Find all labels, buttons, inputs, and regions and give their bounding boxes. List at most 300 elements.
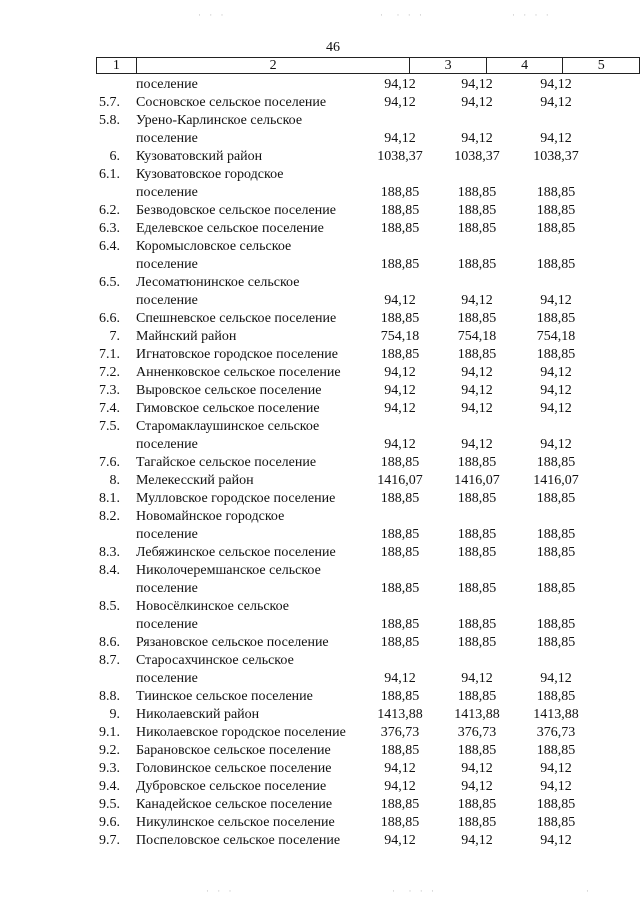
settlement-name-cell xyxy=(130,832,362,850)
amount-value: 188,85 xyxy=(536,617,576,632)
value-cell-col-5 xyxy=(516,328,596,346)
amount-value: 94,12 xyxy=(384,401,416,416)
row-number-cell xyxy=(0,814,130,832)
value-cell-col-4 xyxy=(438,202,516,220)
row-number-cell xyxy=(0,472,130,490)
amount-value: 94,12 xyxy=(461,383,493,398)
table-row xyxy=(0,814,640,832)
amount-value: 94,12 xyxy=(384,77,416,92)
settlement-name-cell xyxy=(130,94,362,112)
value-cell-col-3 xyxy=(362,832,438,850)
settlement-name-cell xyxy=(130,760,362,778)
value-cell-col-4 xyxy=(438,328,516,346)
value-cell-col-5 xyxy=(516,706,596,724)
amount-value: 94,12 xyxy=(461,131,493,146)
value-cell-col-3 xyxy=(362,76,438,94)
table-row xyxy=(0,778,640,796)
amount-value: 94,12 xyxy=(384,671,416,686)
settlement-name-cell xyxy=(130,508,362,544)
value-cell-col-3 xyxy=(362,706,438,724)
amount-value: 94,12 xyxy=(461,761,493,776)
value-cell-col-3 xyxy=(362,508,438,544)
row-number: 8.6. xyxy=(99,635,120,650)
value-cell-col-4 xyxy=(438,778,516,796)
row-number: 8.2. xyxy=(99,509,120,524)
settlement-name-cell xyxy=(130,814,362,832)
amount-value: 188,85 xyxy=(536,815,576,830)
settlement-name-cell xyxy=(130,238,362,274)
value-cell-col-3 xyxy=(362,328,438,346)
amount-value: 376,73 xyxy=(457,725,497,740)
value-cell-col-5 xyxy=(516,490,596,508)
row-number-cell xyxy=(0,778,130,796)
settlement-name-cell xyxy=(130,148,362,166)
amount-value: 94,12 xyxy=(384,833,416,848)
value-cell-col-3 xyxy=(362,760,438,778)
row-number: 9.6. xyxy=(99,815,120,830)
amount-value: 188,85 xyxy=(380,185,420,200)
value-cell-col-5 xyxy=(516,814,596,832)
row-number: 9. xyxy=(109,707,120,722)
row-number: 9.1. xyxy=(99,725,120,740)
table-row xyxy=(0,418,640,454)
settlement-name-line: Барановское сельское поселение xyxy=(136,743,331,758)
amount-value: 188,85 xyxy=(536,635,576,650)
amount-value: 188,85 xyxy=(380,581,420,596)
value-cell-col-3 xyxy=(362,742,438,760)
settlement-name-line: Старомаклаушинское сельское xyxy=(136,419,320,434)
value-cell-col-3 xyxy=(362,94,438,112)
table-row xyxy=(0,310,640,328)
header-col-1: 1 xyxy=(97,58,137,74)
table-row xyxy=(0,202,640,220)
amount-value: 1038,37 xyxy=(454,149,500,164)
settlement-name-line: поселение xyxy=(136,437,198,452)
settlement-name-line: Рязановское сельское поселение xyxy=(136,635,329,650)
value-cell-col-3 xyxy=(362,238,438,274)
amount-value: 1416,07 xyxy=(533,473,579,488)
amount-value: 376,73 xyxy=(536,725,576,740)
row-number-cell xyxy=(0,202,130,220)
amount-value: 188,85 xyxy=(457,455,497,470)
amount-value: 94,12 xyxy=(461,365,493,380)
row-number: 9.4. xyxy=(99,779,120,794)
value-cell-col-5 xyxy=(516,94,596,112)
value-cell-col-4 xyxy=(438,220,516,238)
value-cell-col-3 xyxy=(362,634,438,652)
amount-value: 188,85 xyxy=(536,527,576,542)
settlement-name-cell xyxy=(130,706,362,724)
settlement-name-line: Безводовское сельское поселение xyxy=(136,203,336,218)
amount-value: 188,85 xyxy=(380,689,420,704)
settlement-name-cell xyxy=(130,598,362,634)
row-number-cell xyxy=(0,598,130,634)
amount-value: 1038,37 xyxy=(377,149,423,164)
amount-value: 94,12 xyxy=(540,77,572,92)
table-row xyxy=(0,832,640,850)
amount-value: 94,12 xyxy=(461,833,493,848)
amount-value: 188,85 xyxy=(536,221,576,236)
table-row xyxy=(0,544,640,562)
settlement-name-cell xyxy=(130,310,362,328)
scan-artifact-bottom: · · · xyxy=(206,886,235,896)
settlement-name-line: Никулинское сельское поселение xyxy=(136,815,335,830)
amount-value: 94,12 xyxy=(461,671,493,686)
row-number-cell xyxy=(0,274,130,310)
row-number: 8.8. xyxy=(99,689,120,704)
amount-value: 94,12 xyxy=(461,437,493,452)
value-cell-col-3 xyxy=(362,778,438,796)
value-cell-col-4 xyxy=(438,400,516,418)
value-cell-col-3 xyxy=(362,202,438,220)
settlement-name-cell xyxy=(130,634,362,652)
amount-value: 94,12 xyxy=(384,95,416,110)
settlement-name-line: Сосновское сельское поселение xyxy=(136,95,327,110)
amount-value: 188,85 xyxy=(536,689,576,704)
settlement-name-cell xyxy=(130,328,362,346)
value-cell-col-4 xyxy=(438,706,516,724)
value-cell-col-4 xyxy=(438,796,516,814)
scan-artifact-bottom: · xyxy=(586,886,592,896)
row-number: 6.6. xyxy=(99,311,120,326)
settlement-name-cell xyxy=(130,382,362,400)
row-number: 8.4. xyxy=(99,563,120,578)
amount-value: 188,85 xyxy=(380,617,420,632)
amount-value: 94,12 xyxy=(461,293,493,308)
value-cell-col-5 xyxy=(516,274,596,310)
amount-value: 188,85 xyxy=(380,455,420,470)
value-cell-col-4 xyxy=(438,346,516,364)
settlement-name-cell xyxy=(130,418,362,454)
settlement-name-line: Спешневское сельское поселение xyxy=(136,311,337,326)
value-cell-col-5 xyxy=(516,562,596,598)
row-number: 6.2. xyxy=(99,203,120,218)
amount-value: 94,12 xyxy=(384,365,416,380)
row-number: 9.5. xyxy=(99,797,120,812)
row-number-cell xyxy=(0,490,130,508)
amount-value: 1416,07 xyxy=(377,473,423,488)
amount-value: 188,85 xyxy=(457,221,497,236)
value-cell-col-3 xyxy=(362,166,438,202)
row-number-cell xyxy=(0,346,130,364)
table-row xyxy=(0,166,640,202)
amount-value: 188,85 xyxy=(380,311,420,326)
row-number: 8. xyxy=(109,473,120,488)
value-cell-col-4 xyxy=(438,634,516,652)
amount-value: 188,85 xyxy=(380,257,420,272)
settlement-name-line: поселение xyxy=(136,293,198,308)
value-cell-col-5 xyxy=(516,346,596,364)
table-row xyxy=(0,490,640,508)
amount-value: 94,12 xyxy=(540,779,572,794)
value-cell-col-3 xyxy=(362,544,438,562)
amount-value: 94,12 xyxy=(540,365,572,380)
amount-value: 188,85 xyxy=(536,347,576,362)
amount-value: 188,85 xyxy=(380,815,420,830)
row-number-cell xyxy=(0,760,130,778)
amount-value: 188,85 xyxy=(457,743,497,758)
settlement-name-cell xyxy=(130,274,362,310)
settlement-name-line: поселение xyxy=(136,131,198,146)
amount-value: 188,85 xyxy=(457,185,497,200)
settlement-name-line: Тиинское сельское поселение xyxy=(136,689,313,704)
value-cell-col-5 xyxy=(516,796,596,814)
amount-value: 94,12 xyxy=(540,671,572,686)
amount-value: 94,12 xyxy=(461,401,493,416)
amount-value: 94,12 xyxy=(540,833,572,848)
row-number-cell xyxy=(0,382,130,400)
row-number: 6. xyxy=(109,149,120,164)
value-cell-col-3 xyxy=(362,346,438,364)
value-cell-col-4 xyxy=(438,814,516,832)
amount-value: 188,85 xyxy=(380,743,420,758)
row-number: 7.3. xyxy=(99,383,120,398)
row-number: 8.5. xyxy=(99,599,120,614)
amount-value: 94,12 xyxy=(540,95,572,110)
value-cell-col-5 xyxy=(516,760,596,778)
row-number: 8.1. xyxy=(99,491,120,506)
value-cell-col-4 xyxy=(438,742,516,760)
value-cell-col-3 xyxy=(362,382,438,400)
row-number-cell xyxy=(0,400,130,418)
table-row xyxy=(0,382,640,400)
amount-value: 754,18 xyxy=(457,329,497,344)
table-row xyxy=(0,724,640,742)
row-number-cell xyxy=(0,832,130,850)
row-number-cell xyxy=(0,688,130,706)
row-number: 6.1. xyxy=(99,167,120,182)
settlement-name-cell xyxy=(130,562,362,598)
value-cell-col-5 xyxy=(516,688,596,706)
amount-value: 94,12 xyxy=(384,131,416,146)
value-cell-col-3 xyxy=(362,490,438,508)
value-cell-col-4 xyxy=(438,76,516,94)
settlement-name-line: поселение xyxy=(136,671,198,686)
row-number: 8.3. xyxy=(99,545,120,560)
settlement-name-line: Николаевское городское поселение xyxy=(136,725,346,740)
value-cell-col-4 xyxy=(438,454,516,472)
amount-value: 188,85 xyxy=(380,491,420,506)
amount-value: 754,18 xyxy=(536,329,576,344)
amount-value: 188,85 xyxy=(536,455,576,470)
amount-value: 94,12 xyxy=(540,293,572,308)
value-cell-col-4 xyxy=(438,508,516,544)
amount-value: 188,85 xyxy=(457,347,497,362)
settlement-name-line: Новомайнское городское xyxy=(136,509,285,524)
value-cell-col-5 xyxy=(516,598,596,634)
table-row xyxy=(0,472,640,490)
value-cell-col-3 xyxy=(362,148,438,166)
value-cell-col-3 xyxy=(362,112,438,148)
table-row xyxy=(0,400,640,418)
amount-value: 188,85 xyxy=(380,635,420,650)
row-number: 7.1. xyxy=(99,347,120,362)
value-cell-col-4 xyxy=(438,544,516,562)
value-cell-col-5 xyxy=(516,310,596,328)
amount-value: 188,85 xyxy=(457,257,497,272)
amount-value: 1413,88 xyxy=(377,707,423,722)
row-number-cell xyxy=(0,76,130,94)
table-row xyxy=(0,796,640,814)
amount-value: 188,85 xyxy=(457,635,497,650)
settlement-name-line: Новосёлкинское сельское xyxy=(136,599,290,614)
amount-value: 188,85 xyxy=(457,491,497,506)
value-cell-col-4 xyxy=(438,652,516,688)
settlement-name-line: поселение xyxy=(136,617,198,632)
value-cell-col-4 xyxy=(438,490,516,508)
row-number-cell xyxy=(0,544,130,562)
row-number: 6.3. xyxy=(99,221,120,236)
row-number: 6.4. xyxy=(99,239,120,254)
value-cell-col-3 xyxy=(362,220,438,238)
row-number: 8.7. xyxy=(99,653,120,668)
value-cell-col-4 xyxy=(438,148,516,166)
value-cell-col-5 xyxy=(516,742,596,760)
value-cell-col-3 xyxy=(362,562,438,598)
table-row xyxy=(0,598,640,634)
settlement-name-line: Старосахчинское сельское xyxy=(136,653,294,668)
value-cell-col-5 xyxy=(516,238,596,274)
settlement-name-line: Выровское сельское поселение xyxy=(136,383,322,398)
scan-artifact-top: · · · · xyxy=(512,10,552,20)
amount-value: 1038,37 xyxy=(533,149,579,164)
scan-artifact-top: · · · · xyxy=(380,10,425,20)
value-cell-col-3 xyxy=(362,400,438,418)
value-cell-col-5 xyxy=(516,454,596,472)
settlement-name-cell xyxy=(130,742,362,760)
value-cell-col-5 xyxy=(516,508,596,544)
row-number: 7.5. xyxy=(99,419,120,434)
amount-value: 376,73 xyxy=(380,725,420,740)
row-number: 7. xyxy=(109,329,120,344)
value-cell-col-3 xyxy=(362,364,438,382)
row-number-cell xyxy=(0,508,130,544)
amount-value: 188,85 xyxy=(536,581,576,596)
amount-value: 94,12 xyxy=(461,779,493,794)
amount-value: 94,12 xyxy=(540,401,572,416)
table-row xyxy=(0,364,640,382)
amount-value: 754,18 xyxy=(380,329,420,344)
table-row xyxy=(0,94,640,112)
value-cell-col-5 xyxy=(516,472,596,490)
table-row xyxy=(0,346,640,364)
amount-value: 188,85 xyxy=(457,311,497,326)
amount-value: 94,12 xyxy=(540,131,572,146)
row-number-cell xyxy=(0,238,130,274)
settlement-name-line: поселение xyxy=(136,77,198,92)
value-cell-col-5 xyxy=(516,202,596,220)
settlement-name-cell xyxy=(130,364,362,382)
header-col-2: 2 xyxy=(136,58,409,74)
settlement-name-cell xyxy=(130,454,362,472)
amount-value: 94,12 xyxy=(384,383,416,398)
value-cell-col-5 xyxy=(516,400,596,418)
settlement-name-line: Головинское сельское поселение xyxy=(136,761,332,776)
row-number: 7.2. xyxy=(99,365,120,380)
value-cell-col-3 xyxy=(362,418,438,454)
settlement-name-cell xyxy=(130,202,362,220)
value-cell-col-4 xyxy=(438,418,516,454)
settlement-table-body xyxy=(0,76,640,850)
amount-value: 188,85 xyxy=(536,257,576,272)
settlement-name-cell xyxy=(130,220,362,238)
amount-value: 94,12 xyxy=(540,437,572,452)
value-cell-col-3 xyxy=(362,796,438,814)
row-number: 9.2. xyxy=(99,743,120,758)
table-row xyxy=(0,454,640,472)
amount-value: 94,12 xyxy=(384,437,416,452)
value-cell-col-4 xyxy=(438,166,516,202)
row-number-cell xyxy=(0,742,130,760)
amount-value: 94,12 xyxy=(540,761,572,776)
header-col-3: 3 xyxy=(410,58,487,74)
settlement-name-line: Анненковское сельское поселение xyxy=(136,365,341,380)
row-number: 9.3. xyxy=(99,761,120,776)
amount-value: 188,85 xyxy=(536,491,576,506)
value-cell-col-5 xyxy=(516,382,596,400)
settlement-name-line: Николочеремшанское сельское xyxy=(136,563,321,578)
settlement-name-line: Еделевское сельское поселение xyxy=(136,221,324,236)
header-col-4: 4 xyxy=(486,58,563,74)
value-cell-col-5 xyxy=(516,832,596,850)
row-number-cell xyxy=(0,418,130,454)
row-number-cell xyxy=(0,220,130,238)
settlement-name-line: поселение xyxy=(136,257,198,272)
table-row xyxy=(0,634,640,652)
row-number-cell xyxy=(0,706,130,724)
table-row xyxy=(0,652,640,688)
settlement-name-cell xyxy=(130,400,362,418)
amount-value: 188,85 xyxy=(457,203,497,218)
header-col-5: 5 xyxy=(563,58,640,74)
value-cell-col-4 xyxy=(438,760,516,778)
settlement-name-line: Коромысловское сельское xyxy=(136,239,292,254)
row-number-cell xyxy=(0,724,130,742)
amount-value: 1413,88 xyxy=(533,707,579,722)
amount-value: 188,85 xyxy=(457,617,497,632)
row-number-cell xyxy=(0,310,130,328)
amount-value: 188,85 xyxy=(457,815,497,830)
value-cell-col-3 xyxy=(362,598,438,634)
amount-value: 94,12 xyxy=(384,761,416,776)
settlement-name-cell xyxy=(130,166,362,202)
value-cell-col-3 xyxy=(362,652,438,688)
value-cell-col-5 xyxy=(516,166,596,202)
row-number: 7.6. xyxy=(99,455,120,470)
settlement-name-cell xyxy=(130,724,362,742)
row-number-cell xyxy=(0,652,130,688)
table-row xyxy=(0,328,640,346)
amount-value: 188,85 xyxy=(380,527,420,542)
amount-value: 1413,88 xyxy=(454,707,500,722)
settlement-name-line: Мелекесский район xyxy=(136,473,254,488)
amount-value: 188,85 xyxy=(380,221,420,236)
value-cell-col-4 xyxy=(438,310,516,328)
scan-artifact-top: · · · xyxy=(198,10,227,20)
value-cell-col-4 xyxy=(438,382,516,400)
settlement-name-cell xyxy=(130,112,362,148)
settlement-name-line: Лесоматюнинское сельское xyxy=(136,275,300,290)
amount-value: 188,85 xyxy=(536,311,576,326)
value-cell-col-3 xyxy=(362,724,438,742)
row-number-cell xyxy=(0,634,130,652)
amount-value: 188,85 xyxy=(536,797,576,812)
settlement-name-line: Кузоватовское городское xyxy=(136,167,284,182)
settlement-name-cell xyxy=(130,490,362,508)
settlement-name-line: Гимовское сельское поселение xyxy=(136,401,320,416)
settlement-name-line: Мулловское городское поселение xyxy=(136,491,336,506)
settlement-name-line: Кузоватовский район xyxy=(136,149,263,164)
